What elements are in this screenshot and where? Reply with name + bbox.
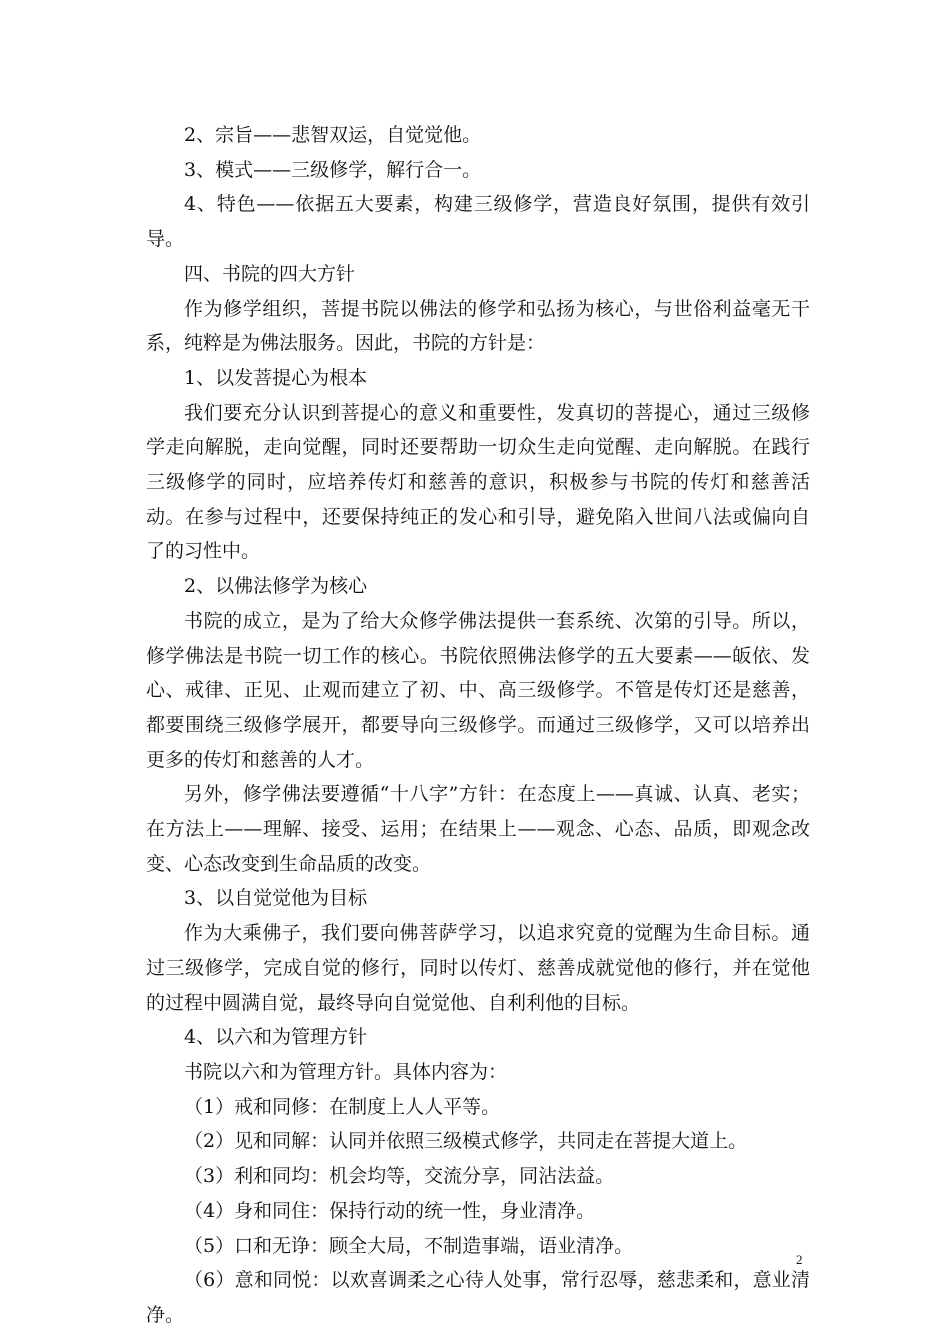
- subsection-heading: 1、以发菩提心为根本: [184, 366, 368, 389]
- paragraph: 我们要充分认识到菩提心的意义和重要性，发真切的菩提心，通过三级修学走向解脱，走向觉醒，同时还要帮助一切众生走向觉醒、走向解脱。在践行三级修学的同时，应培养传灯和慈善的意识，积极参与书院的传灯和慈善活动。在参与过程中，还要保持纯正的发心和引导，避免陷入世间八法或偏向自了的习性中。: [146, 401, 810, 563]
- subsection-heading: 3、以自觉觉他为目标: [184, 887, 368, 910]
- list-item: （1）戒和同修：在制度上人人平等。: [184, 1095, 501, 1118]
- subsection-heading: 4、以六和为管理方针: [184, 1026, 368, 1049]
- paragraph: 书院以六和为管理方针。具体内容为：: [184, 1060, 508, 1083]
- paragraph: 3、模式——三级修学，解行合一。: [184, 158, 482, 181]
- page-number: 2: [796, 1252, 803, 1267]
- paragraph: 另外，修学佛法要遵循“十八字”方针：在态度上——真诚、认真、老实；在方法上——理解、接受、运用；在结果上——观念、心态、品质，即观念改变、心态改变到生命品质的改变。: [146, 783, 810, 875]
- section-heading: 四、书院的四大方针: [184, 262, 356, 285]
- list-item: （2）见和同解：认同并依照三级模式修学，共同走在菩提大道上。: [184, 1130, 748, 1153]
- paragraph: 书院的成立，是为了给大众修学佛法提供一套系统、次第的引导。所以，修学佛法是书院一切工作的核心。书院依照佛法修学的五大要素——皈依、发心、戒律、正见、止观而建立了初、中、高三级修学。不管是传灯还是慈善，都要围绕三级修学展开，都要导向三级修学。而通过三级修学，又可以培养出更多的传灯和慈善的人才。: [146, 609, 810, 771]
- list-item: （3）利和同均：机会均等，交流分享，同沾法益。: [184, 1165, 615, 1188]
- list-item: （6）意和同悦：以欢喜调柔之心待人处事，常行忍辱，慈悲柔和，意业清净。: [146, 1269, 810, 1326]
- subsection-heading: 2、以佛法修学为核心: [184, 575, 368, 598]
- body-text: [146, 118, 810, 1333]
- paragraph: 4、特色——依据五大要素，构建三级修学，营造良好氛围，提供有效引导。: [146, 193, 810, 251]
- paragraph: 2、宗旨——悲智双运，自觉觉他。: [184, 124, 482, 146]
- list-item: （5）口和无诤：顾全大局，不制造事端，语业清净。: [184, 1234, 634, 1257]
- paragraph: 作为大乘佛子，我们要向佛菩萨学习，以追求究竟的觉醒为生命目标。通过三级修学，完成自觉的修行，同时以传灯、慈善成就觉他的修行，并在觉他的过程中圆满自觉，最终导向自觉觉他、自利利他的目标。: [146, 922, 810, 1014]
- list-item: （4）身和同住：保持行动的统一性，身业清净。: [184, 1199, 596, 1222]
- paragraph: 作为修学组织，菩提书院以佛法的修学和弘扬为核心，与世俗利益毫无干系，纯粹是为佛法服务。因此，书院的方针是：: [146, 297, 810, 355]
